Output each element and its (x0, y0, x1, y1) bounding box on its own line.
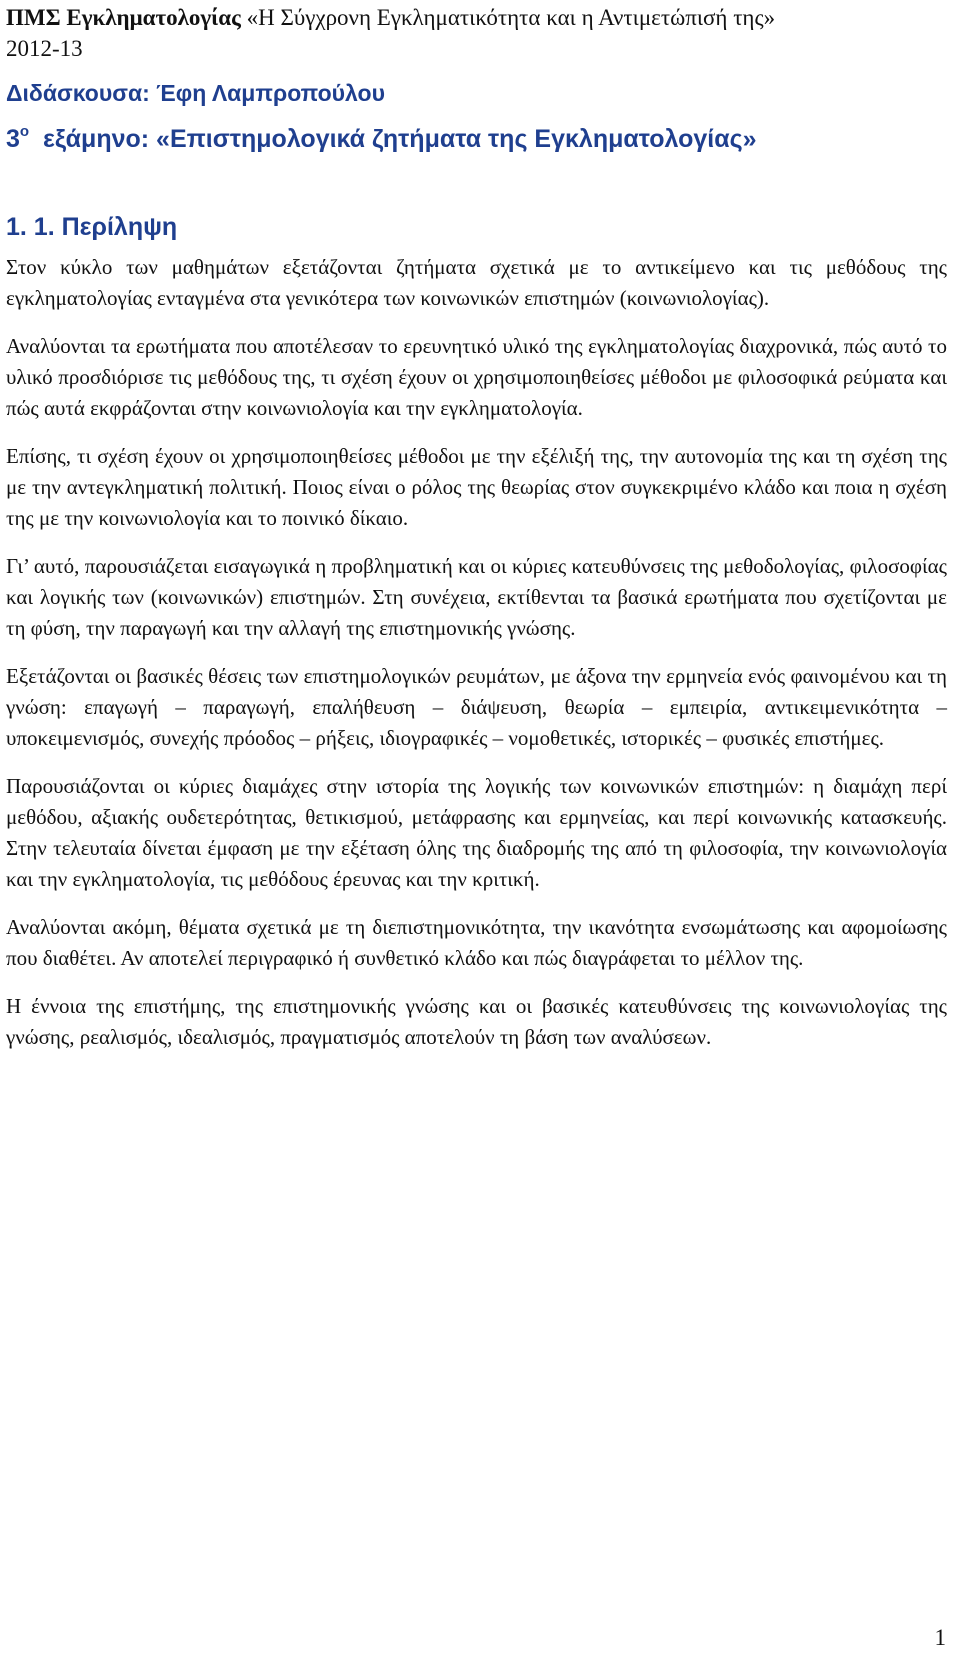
paragraph: Η έννοια της επιστήμης, της επιστημονικής γνώσης και οι βασικές κατευθύνσεις της κοινωνιολογίας της γνώσης, ρεαλισμός, ιδεαλισμός, πραγματισμός αποτελούν τη βάση των αναλύσεων. (6, 994, 947, 1049)
document-body (6, 252, 947, 1053)
paragraph: Αναλύονται τα ερωτήματα που αποτέλεσαν το ερευνητικό υλικό της εγκληματολογίας διαχρονικά, πώς αυτό το υλικό προσδιόρισε τις μεθόδους της, τι σχέση έχουν οι χρησιμοποιηθείσες μέθοδοι με φιλοσοφικά ρεύματα και πώς αυτά εκφράζονται στην κοινωνιολογία και την εγκληματολογία. (6, 334, 947, 420)
academic-year: 2012-13 (6, 36, 83, 61)
paragraph: Αναλύονται ακόμη, θέματα σχετικά με τη διεπιστημονικότητα, την ικανότητα ενσωμάτωσης και αφομοίωσης που διαθέτει. Αν αποτελεί περιγραφικό ή συνθετικό κλάδο και πώς διαγράφεται το μέλλον της. (6, 915, 947, 970)
semester-ordinal: ο (19, 122, 30, 140)
course-subtitle: «Η Σύγχρονη Εγκληματικότητα και η Αντιμετώπισή της» (246, 5, 776, 30)
section-heading: 1. 1. Περίληψη (6, 213, 178, 241)
paragraph: Στον κύκλο των μαθημάτων εξετάζονται ζητήματα σχετικά με το αντικείμενο και τις μεθόδους της εγκληματολογίας ενταγμένα στα γενικότερα των κοινωνικών επιστημών (κοινωνιολογίας). (6, 255, 947, 310)
paragraph: Εξετάζονται οι βασικές θέσεις των επιστημολογικών ρευμάτων, με άξονα την ερμηνεία ενός φαινομένου και τη γνώση: επαγωγή – παραγωγή, επαλήθευση – διάψευση, θεωρία – εμπειρία, αντικειμενικότητα – υποκειμενισμός, συνεχής πρόοδος – ρήξεις, ιδιογραφικές – νομοθετικές, ιστορικές – φυσικές επιστήμες. (6, 664, 947, 750)
course-title (6, 2, 947, 33)
semester-title (6, 122, 947, 156)
semester-number: 3 (6, 125, 20, 153)
paragraph: Παρουσιάζονται οι κύριες διαμάχες στην ιστορία της λογικής των κοινωνικών επιστημών: η διαμάχη περί μεθόδου, αξιακής ουδετερότητας, θετικισμού, μετάφρασης και ερμηνείας, και περί κοινωνικής κατασκευής. Στην τελευταία δίνεται έμφαση με την εξέταση όλης της διαδρομής της από τη φιλοσοφία, την κοινωνιολογία και την εγκληματολογία, τις μεθόδους έρευνας και την κριτική. (6, 774, 947, 891)
semester-text: εξάμηνο: «Επιστημολογικά ζητήματα της Εγκληματολογίας» (42, 125, 757, 153)
paragraph: Επίσης, τι σχέση έχουν οι χρησιμοποιηθείσες μέθοδοι με την εξέλιξή της, την αυτονομία της και τη σχέση της με την αντεγκληματική πολιτική. Ποιος είναι ο ρόλος της θεωρίας στον συγκεκριμένο κλάδο και ποια η σχέση της με την κοινωνιολογία και το ποινικό δίκαιο. (6, 444, 947, 530)
page-number: 1 (934, 1625, 946, 1650)
course-code: ΠΜΣ Εγκληματολογίας (6, 5, 241, 30)
instructor-line: Διδάσκουσα: Έφη Λαμπροπούλου (6, 80, 385, 106)
paragraph: Γι’ αυτό, παρουσιάζεται εισαγωγικά η προβληματική και οι κύριες κατευθύνσεις της μεθοδολογίας, φιλοσοφίας και λογικής των (κοινωνικών) επιστημών. Στη συνέχεια, εκτίθενται τα βασικά ερωτήματα που σχετίζονται με τη φύση, την παραγωγή και την αλλαγή της επιστημονικής γνώσης. (6, 554, 947, 640)
